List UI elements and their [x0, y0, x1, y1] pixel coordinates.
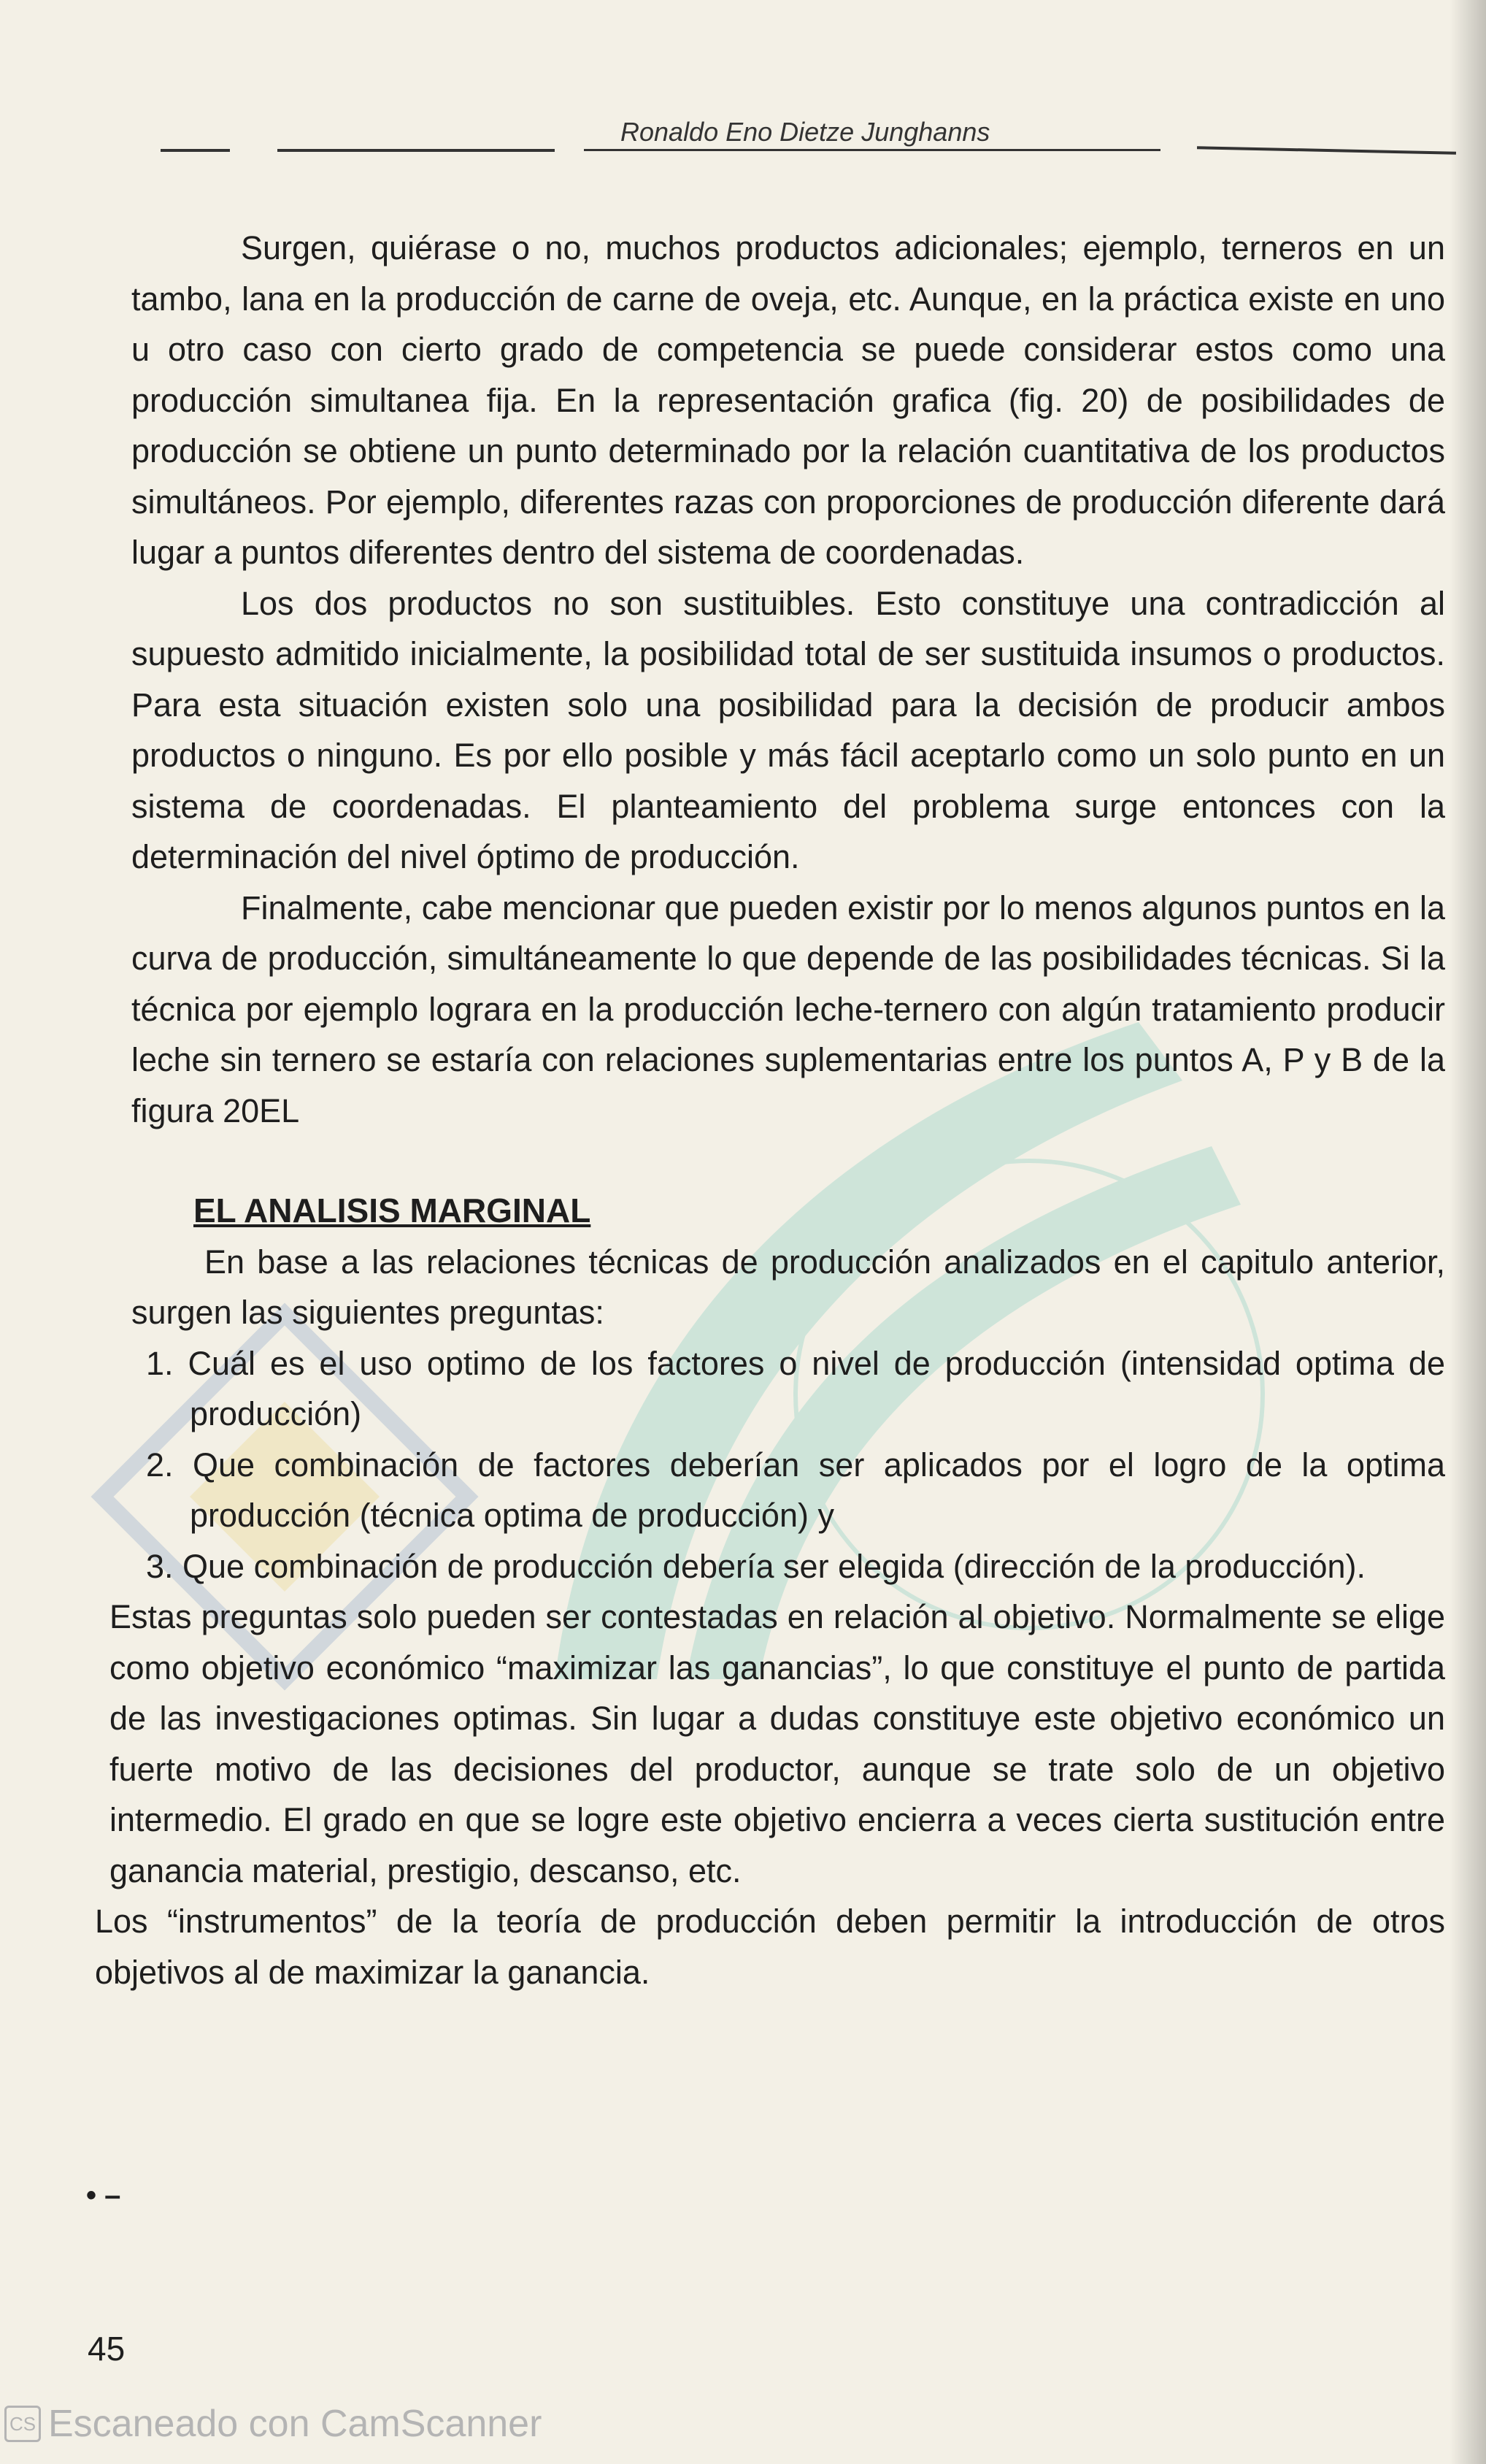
section-heading: EL ANALISIS MARGINAL	[193, 1191, 591, 1229]
page-body	[95, 223, 1445, 1997]
section-intro: En base a las relaciones técnicas de producción analizados en el capitulo anterior, surgen las siguientes preguntas:	[131, 1243, 1445, 1331]
running-header	[161, 117, 1460, 161]
camscanner-badge-icon: CS	[4, 2406, 41, 2442]
scanner-footer	[0, 2402, 542, 2446]
paragraph: Surgen, quiérase o no, muchos productos adicionales; ejemplo, terneros en un tambo, lana en la producción de carne de oveja, etc. Aunque, en la práctica existe en uno u otro caso con cierto grado de competencia se puede considerar estos como una producción simultanea fija. En la representación grafica (fig. 20) de posibilidades de producción se obtiene un punto determinado por la relación cuantitativa de los productos simultáneos. Por ejemplo, diferentes razas con proporciones de producción diferente dará lugar a puntos diferentes dentro del sistema de coordenadas.	[131, 229, 1445, 571]
page-edge-shadow	[1450, 0, 1486, 2464]
question-list	[131, 1338, 1445, 1592]
stray-mark: • –	[86, 2179, 121, 2211]
list-item: 3. Que combinación de producción debería ser elegida (dirección de la producción).	[146, 1547, 1366, 1585]
header-rule-left	[161, 149, 230, 152]
header-rule-right	[1197, 146, 1456, 154]
paragraph: Los dos productos no son sustituibles. Esto constituye una contradicción al supuesto admitido inicialmente, la posibilidad total de ser sustituida insumos o productos. Para esta situación existen solo una posibilidad para la decisión de producir ambos productos o ninguno. Es por ello posible y más fácil aceptarlo como un solo punto en un sistema de coordenadas. El planteamiento del problema surge entonces con la determinación del nivel óptimo de producción.	[131, 584, 1445, 875]
paragraph: Finalmente, cabe mencionar que pueden existir por lo menos algunos puntos en la curva de producción, simultáneamente lo que depende de las posibilidades técnicas. Si la técnica por ejemplo lograra en la producción leche-ternero con algún tratamiento producir leche sin ternero se estaría con relaciones suplementarias entre los puntos A, P y B de la figura 20EL	[131, 889, 1445, 1129]
header-rule-title	[584, 149, 1160, 151]
list-item: 1. Cuál es el uso optimo de los factores o nivel de producción (intensidad optima de producción)	[146, 1344, 1445, 1432]
closing-paragraph: Los “instrumentos” de la teoría de producción deben permitir la introducción de otros objetivos al de maximizar la ganancia.	[95, 1903, 1445, 1991]
header-rule-mid	[277, 149, 555, 152]
scanner-footer-text: Escaneado con CamScanner	[48, 2403, 542, 2445]
running-title: Ronaldo Eno Dietze Junghanns	[620, 117, 990, 147]
closing-paragraph: Estas preguntas solo pueden ser contestadas en relación al objetivo. Normalmente se elige como objetivo económico “maximizar las ganancias”, lo que constituye el punto de partida de las investigaciones optimas. Sin lugar a dudas constituye este objetivo económico un fuerte motivo de las decisiones del productor, aunque se trate solo de un objetivo intermedio. El grado en que se logre este objetivo encierra a veces cierta sustitución entre ganancia material, prestigio, descanso, etc.	[109, 1598, 1445, 1889]
page-number: 45	[88, 2330, 126, 2368]
list-item: 2. Que combinación de factores deberían ser aplicados por el logro de la optima producción (técnica optima de producción) y	[146, 1446, 1445, 1534]
